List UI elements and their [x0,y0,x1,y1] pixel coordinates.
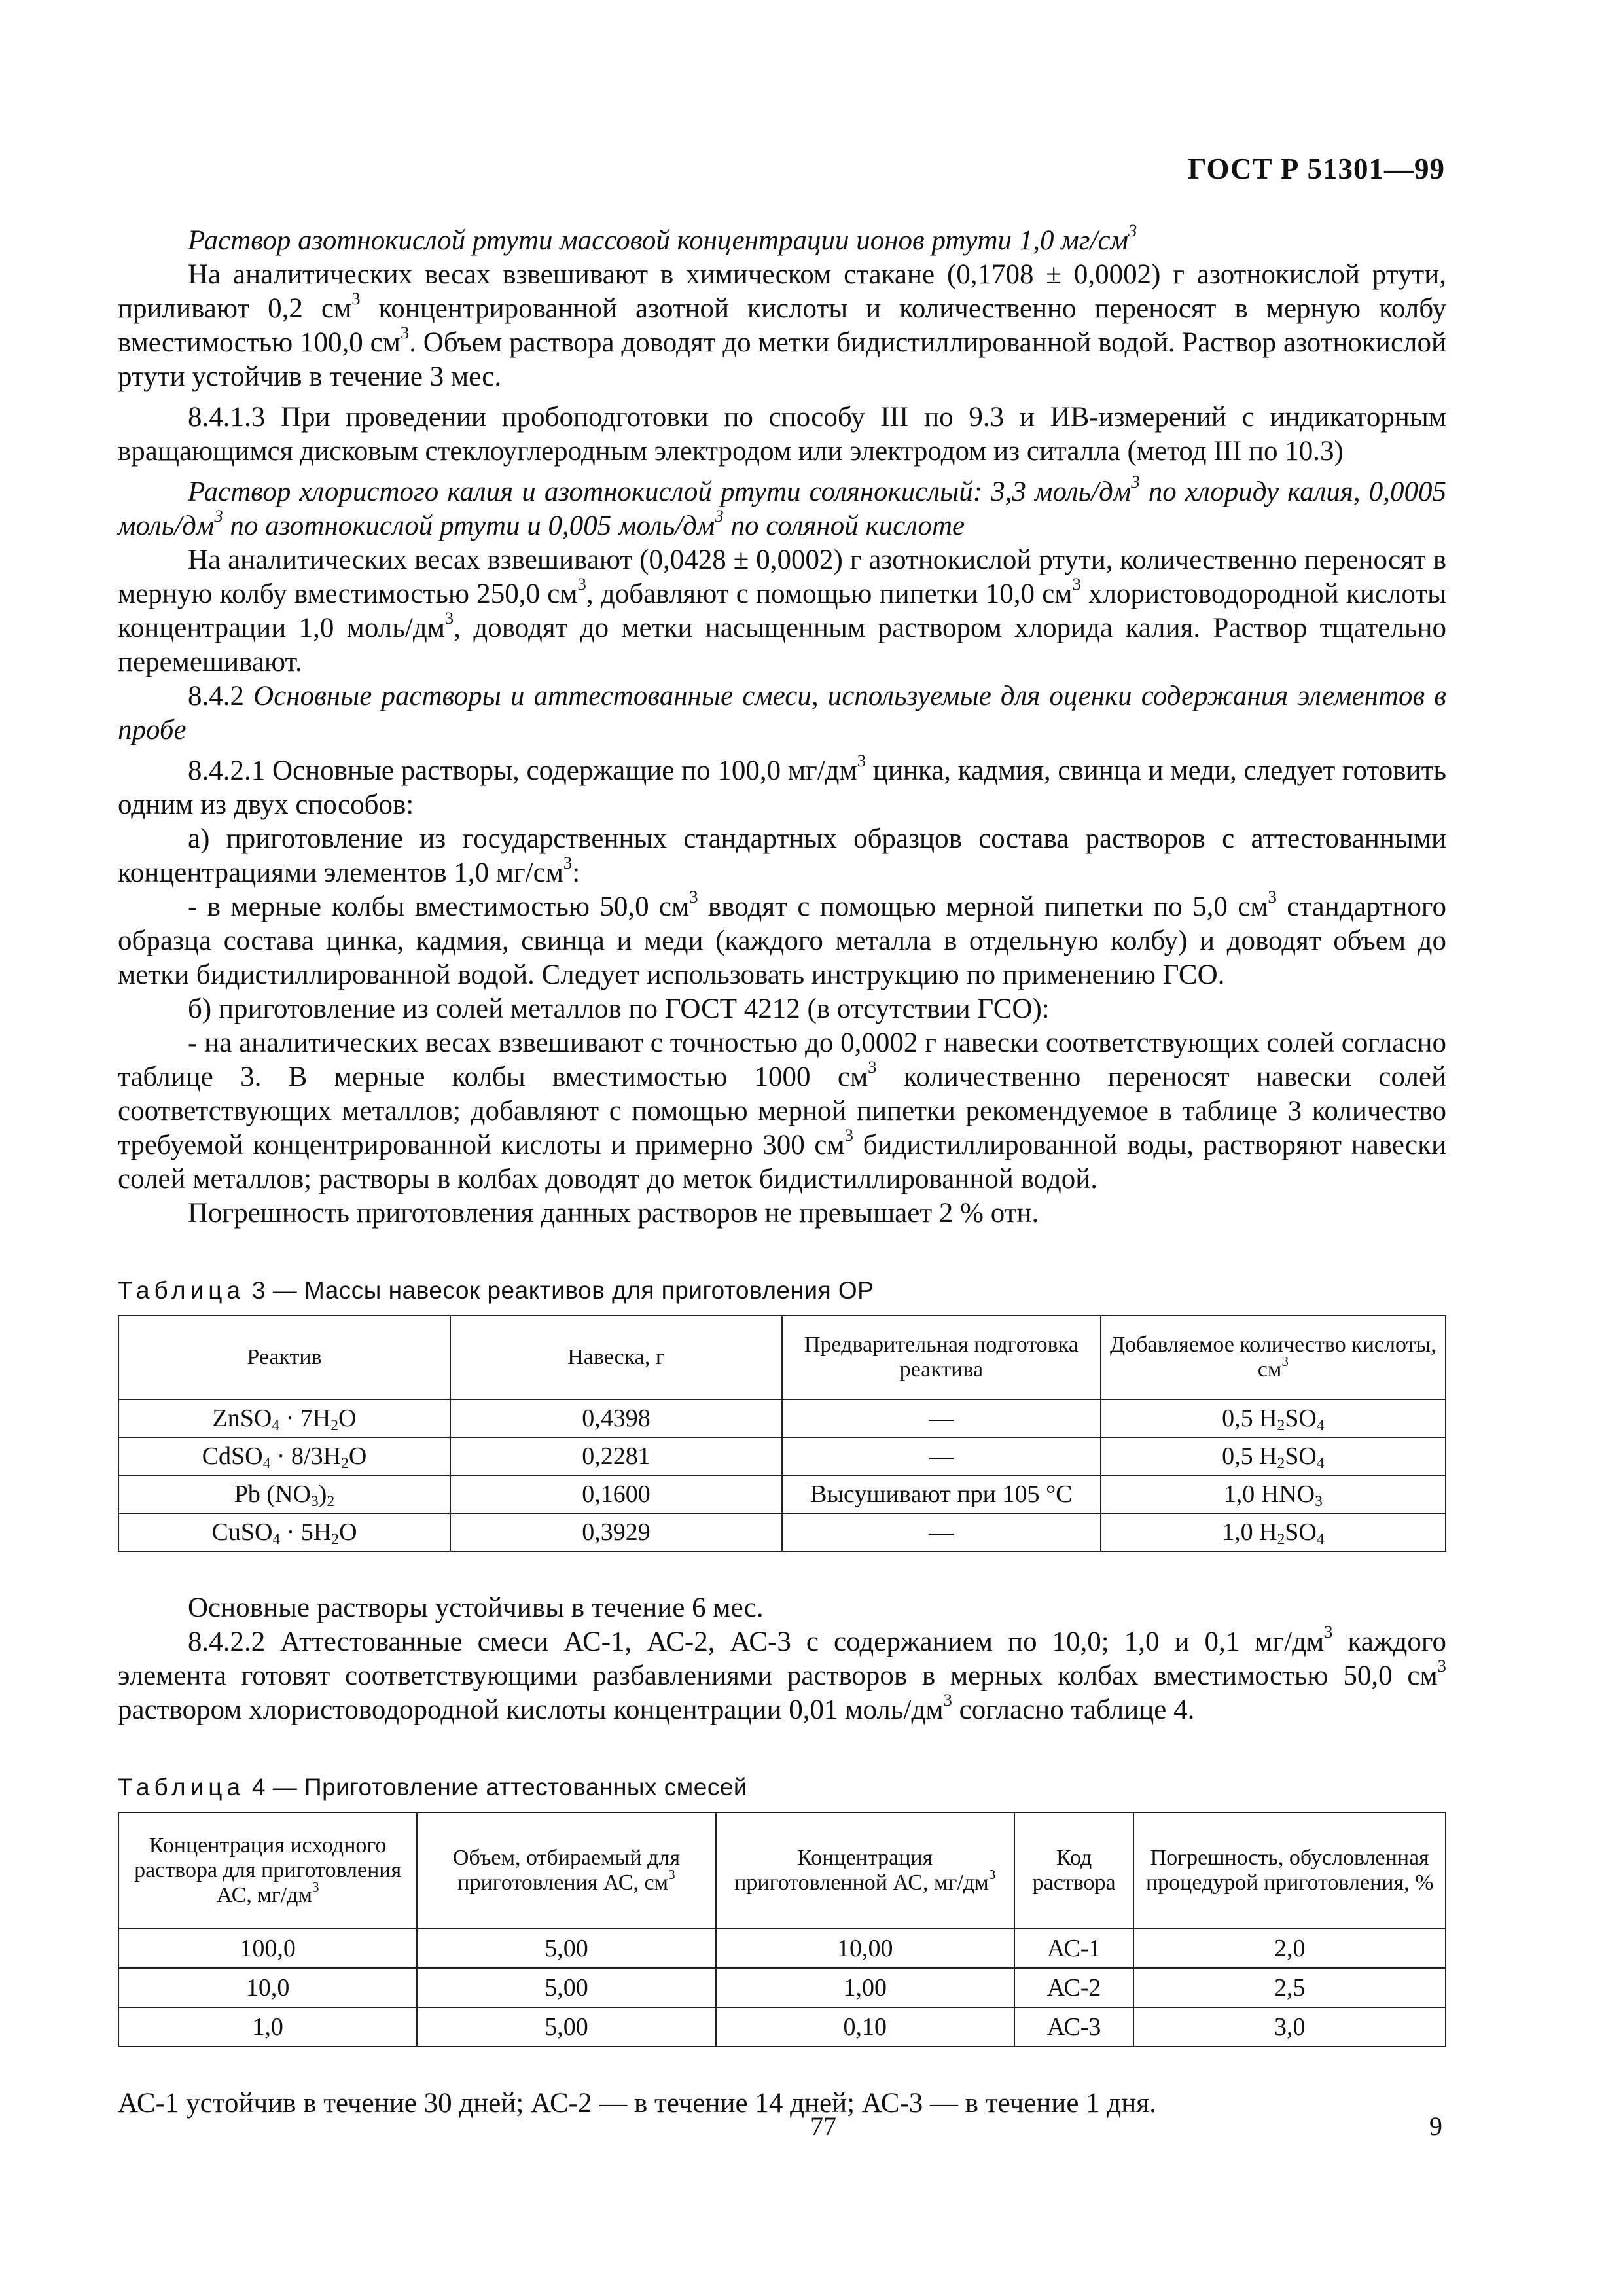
paragraph-stability: Основные растворы устойчивы в течение 6 мес. [188,1592,764,1624]
document-header: ГОСТ Р 51301—99 [1187,152,1445,185]
paragraph-option-a-detail: - в мерные колбы вместимостью 50,0 $см^3$ вводят с помощью мерной пипетки по 5,0 $см^3$ стандартного образца состава цинка, кадмия, свинца и меди (каждого металла в отдельную колбу) и доводят объем до метки бидистиллированной водой. Следует использовать инструкцию по применению ГСО. [118,887,1446,991]
table-row [118,1437,1446,1475]
table3-cell-prep: — [782,1513,1101,1551]
table3-header-acid: Добавляемое количество кислоты, $см^3$ [1101,1316,1446,1399]
table4-header-volume: Объем, отбираемый для приготовления АС, $см^3$ [417,1812,715,1929]
paragraph-option-a: а) приготовление из государственных стандартных образцов состава растворов с аттестованными концентрациями элементов 1,0 $мг/см^3$: [118,823,1446,889]
paragraph-error-note: Погрешность приготовления данных растворов не превышает 2 % отн. [188,1198,1039,1229]
paragraph-option-b-detail: - на аналитических весах взвешивают с точностью до 0,0002 г навески соответствующих солей согласно таблице 3. В мерные колбы вместимостью 1000 $см^3$ количественно переносят навески солей соответствующих металлов; добавляют с помощью мерной пипетки рекомендуемое в таблице 3 количество требуемой концентрированной кислоты и примерно 300 $см^3$ бидистиллированной воды, растворяют навески солей металлов; растворы в колбах доводят до меток бидистиллированной водой. [118,1028,1447,1195]
table4-cell: 10,0 [118,1968,417,2007]
table-row [118,1929,1446,1968]
table3-cell-acid: 0,5 $H_2SO_4$ [1101,1437,1446,1475]
page-number-center: 77 [810,2111,836,2141]
table3-cell-mass: 0,4398 [450,1399,782,1437]
table4-cell: 5,00 [417,1968,715,2007]
paragraph-8-4-2: 8.4.2 Основные растворы и аттестованные смеси, используемые для оценки содержания элементов в пробе [118,681,1446,746]
table4-header-result-conc: Концентрация приготовленной АС, $мг/дм^3$ [716,1812,1014,1929]
paragraph-option-b: б) приготовление из солей металлов по ГОСТ 4212 (в отсутствии ГСО): [188,994,1050,1025]
table3-cell-prep: — [782,1437,1101,1475]
table4-cell: АС-2 [1014,1968,1134,2007]
paragraph-subtitle-kcl-solution: Раствор хлористого калия и азотнокислой ртути солянокислый: 3,3 моль/$дм^3$ по хлориду калия, 0,0005 моль/$дм^3$ по азотнокислой ртути и 0,005 моль/$дм^3$ по соляной кислоте [118,472,1446,542]
table3-cell-acid: 1,0 $H_2SO_4$ [1101,1513,1446,1551]
table-row [118,1399,1446,1437]
page-number-right: 9 [1429,2111,1442,2141]
paragraph-8-4-1-3: 8.4.1.3 При проведении пробоподготовки по способу III по 9.3 и ИВ-измерений с индикаторным вращающимся дисковым стеклоуглеродным электродом или электродом из ситалла (метод III по 10.3) [118,402,1446,467]
table3-cell-reagent: Pb $(NO_3)_2$ [118,1475,450,1513]
document-body [118,221,1447,2121]
paragraph-8-4-2-1: 8.4.2.1 Основные растворы, содержащие по 100,0 $мг/дм^3$ цинка, кадмия, свинца и меди, следует готовить одним из двух способов: [118,751,1446,821]
table4-caption: Таблица 4 — Приготовление аттестованных смесей [118,1774,748,1801]
paragraph-mercury-nitrate-prep: На аналитических весах взвешивают в химическом стакане (0,1708 ± 0,0002) г азотнокислой ртути, приливают 0,2 $см^3$ концентрированной азотной кислоты и количественно переносят в мерную колбу вместимостью 100,0 $см^3$. Объем раствора доводят до метки бидистиллированной водой. Раствор азотнокислой ртути устойчив в течение 3 мес. [118,259,1446,393]
table3 [118,1315,1446,1552]
table4-header-code: Код раствора [1014,1812,1134,1929]
table4-cell: 100,0 [118,1929,417,1968]
table4-cell: 5,00 [417,2007,715,2047]
table-row [118,1513,1446,1551]
table4-header-row [118,1812,1446,1929]
table4-cell: 3,0 [1133,2007,1446,2047]
table-row [118,1475,1446,1513]
table3-cell-mass: 0,3929 [450,1513,782,1551]
table-row [118,1968,1446,2007]
table4-header-source-conc: Концентрация исходного раствора для приготовления АС, $мг/дм^3$ [118,1812,417,1929]
table4-cell: АС-1 [1014,1929,1134,1968]
table3-caption: Таблица 3 — Массы навесок реактивов для приготовления ОР [118,1277,874,1304]
paragraph-subtitle-mercury-nitrate: Раствор азотнокислой ртути массовой концентрации ионов ртути 1,0 $мг/см^3$ [188,221,1137,256]
paragraph-kcl-prep: На аналитических весах взвешивают (0,0428 ± 0,0002) г азотнокислой ртути, количественно переносят в мерную колбу вместимостью 250,0 $см^3$, добавляют с помощью пипетки 10,0 $см^3$ хлористоводородной кислоты концентрации 1,0 моль/$дм^3$, доводят до метки насыщенным раствором хлорида калия. Раствор тщательно перемешивают. [118,545,1447,678]
paragraph-8-4-2-2: 8.4.2.2 Аттестованные смеси АС-1, АС-2, АС-3 с содержанием по 10,0; 1,0 и 0,1 $мг/дм^3$ каждого элемента готовят соответствующими разбавлениями растворов в мерных колбах вместимостью 50,0 $см^3$ раствором хлористоводородной кислоты концентрации 0,01 моль/$дм^3$ согласно таблице 4. [118,1622,1446,1726]
table4-header-error: Погрешность, обусловленная процедурой приготовления, % [1133,1812,1446,1929]
table3-cell-acid: 0,5 $H_2SO_4$ [1101,1399,1446,1437]
table4-cell: 2,5 [1133,1968,1446,2007]
table3-cell-mass: 0,1600 [450,1475,782,1513]
table3-cell-reagent: ZnSO$_4$ · $7H_2O$ [118,1399,450,1437]
table4-cell: 10,00 [716,1929,1014,1968]
table3-header-mass: Навеска, г [450,1316,782,1399]
table3-cell-reagent: CuSO$_4$ · $5H_2O$ [118,1513,450,1551]
table3-header-row [118,1316,1446,1399]
table4 [118,1812,1446,2047]
table4-cell: АС-3 [1014,2007,1134,2047]
table3-cell-reagent: CdSO$_4$ · $8/3H_2O$ [118,1437,450,1475]
table4-cell: 1,0 [118,2007,417,2047]
paragraph-as-stability: АС-1 устойчив в течение 30 дней; АС-2 — в течение 14 дней; АС-3 — в течение 1 дня. [118,2088,1156,2119]
table3-cell-mass: 0,2281 [450,1437,782,1475]
table4-cell: 0,10 [716,2007,1014,2047]
table-row [118,2007,1446,2047]
table4-cell: 5,00 [417,1929,715,1968]
table3-header-prep: Предварительная подготовка реактива [782,1316,1101,1399]
table3-cell-prep: — [782,1399,1101,1437]
table3-header-reagent: Реактив [118,1316,450,1399]
table3-cell-prep: Высушивают при 105 °С [782,1475,1101,1513]
table4-cell: 2,0 [1133,1929,1446,1968]
table4-cell: 1,00 [716,1968,1014,2007]
table3-cell-acid: 1,0 $HNO_3$ [1101,1475,1446,1513]
